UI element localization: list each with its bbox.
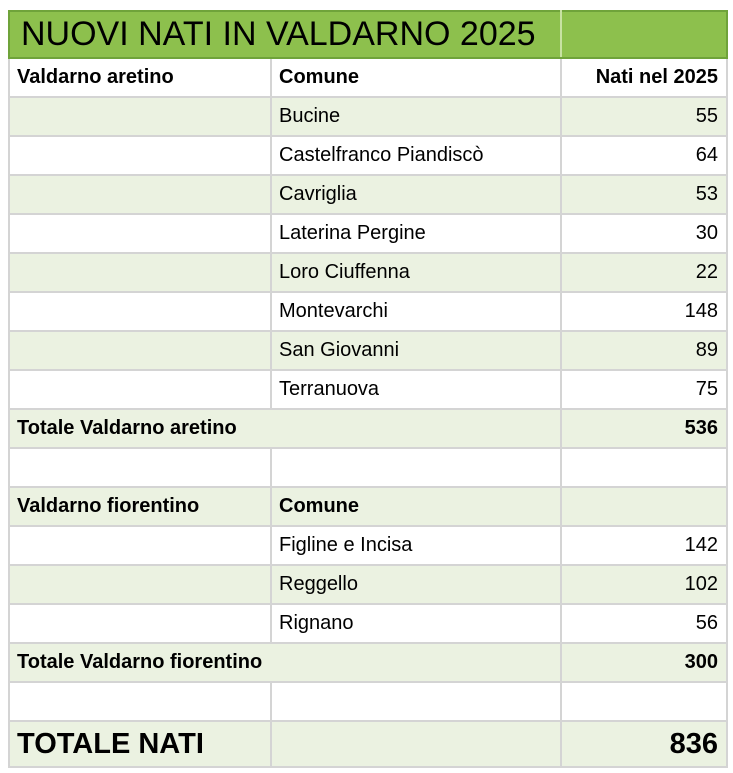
table-row	[9, 253, 727, 292]
comune-cell: Reggello	[271, 565, 561, 604]
section-total-label: Totale Valdarno fiorentino	[9, 643, 561, 682]
table-row	[9, 136, 727, 175]
group-cell	[9, 565, 271, 604]
group-cell	[9, 370, 271, 409]
table-row	[9, 526, 727, 565]
group-cell	[9, 97, 271, 136]
comune-cell: Loro Ciuffenna	[271, 253, 561, 292]
section-group-header: Valdarno fiorentino	[9, 487, 271, 526]
table-row	[9, 175, 727, 214]
comune-cell: Rignano	[271, 604, 561, 643]
nati-cell: 75	[561, 370, 727, 409]
col-header-nati: Nati nel 2025	[561, 58, 727, 97]
title-spacer-cell	[561, 11, 727, 58]
nati-cell: 89	[561, 331, 727, 370]
nati-cell: 22	[561, 253, 727, 292]
nati-cell: 53	[561, 175, 727, 214]
title-row	[9, 11, 727, 58]
comune-cell: Laterina Pergine	[271, 214, 561, 253]
table-row	[9, 565, 727, 604]
table-row	[9, 604, 727, 643]
group-cell	[9, 526, 271, 565]
nati-cell: 30	[561, 214, 727, 253]
nati-cell: 148	[561, 292, 727, 331]
group-cell	[9, 604, 271, 643]
group-cell	[9, 214, 271, 253]
nati-cell: 56	[561, 604, 727, 643]
comune-cell: Montevarchi	[271, 292, 561, 331]
group-cell	[9, 292, 271, 331]
comune-cell: Terranuova	[271, 370, 561, 409]
grand-total-row	[9, 721, 727, 767]
nati-cell: 102	[561, 565, 727, 604]
group-cell	[9, 175, 271, 214]
grand-total-label: TOTALE NATI	[9, 721, 271, 767]
empty-cell	[9, 448, 271, 487]
group-cell	[9, 331, 271, 370]
nati-cell: 55	[561, 97, 727, 136]
section-total-value: 536	[561, 409, 727, 448]
comune-cell: San Giovanni	[271, 331, 561, 370]
col-header-group: Valdarno aretino	[9, 58, 271, 97]
grand-total-value: 836	[561, 721, 727, 767]
section-comune-header: Comune	[271, 487, 561, 526]
table-row	[9, 97, 727, 136]
table-row	[9, 331, 727, 370]
comune-cell: Cavriglia	[271, 175, 561, 214]
valdarno-births-table	[8, 10, 728, 768]
births-table	[8, 10, 728, 768]
empty-cell	[561, 448, 727, 487]
empty-cell	[271, 721, 561, 767]
column-header-row	[9, 58, 727, 97]
section-header-row	[9, 487, 727, 526]
group-cell	[9, 253, 271, 292]
comune-cell: Figline e Incisa	[271, 526, 561, 565]
section-total-label: Totale Valdarno aretino	[9, 409, 561, 448]
col-header-comune: Comune	[271, 58, 561, 97]
spacer-row	[9, 682, 727, 721]
table-row	[9, 292, 727, 331]
page-title: NUOVI NATI IN VALDARNO 2025	[9, 11, 561, 58]
table-row	[9, 370, 727, 409]
empty-cell	[271, 682, 561, 721]
section-total-value: 300	[561, 643, 727, 682]
nati-cell: 64	[561, 136, 727, 175]
section-total-row	[9, 643, 727, 682]
section-total-row	[9, 409, 727, 448]
spacer-row	[9, 448, 727, 487]
table-row	[9, 214, 727, 253]
group-cell	[9, 136, 271, 175]
empty-cell	[9, 682, 271, 721]
nati-cell: 142	[561, 526, 727, 565]
empty-cell	[561, 487, 727, 526]
empty-cell	[271, 448, 561, 487]
comune-cell: Castelfranco Piandiscò	[271, 136, 561, 175]
comune-cell: Bucine	[271, 97, 561, 136]
empty-cell	[561, 682, 727, 721]
